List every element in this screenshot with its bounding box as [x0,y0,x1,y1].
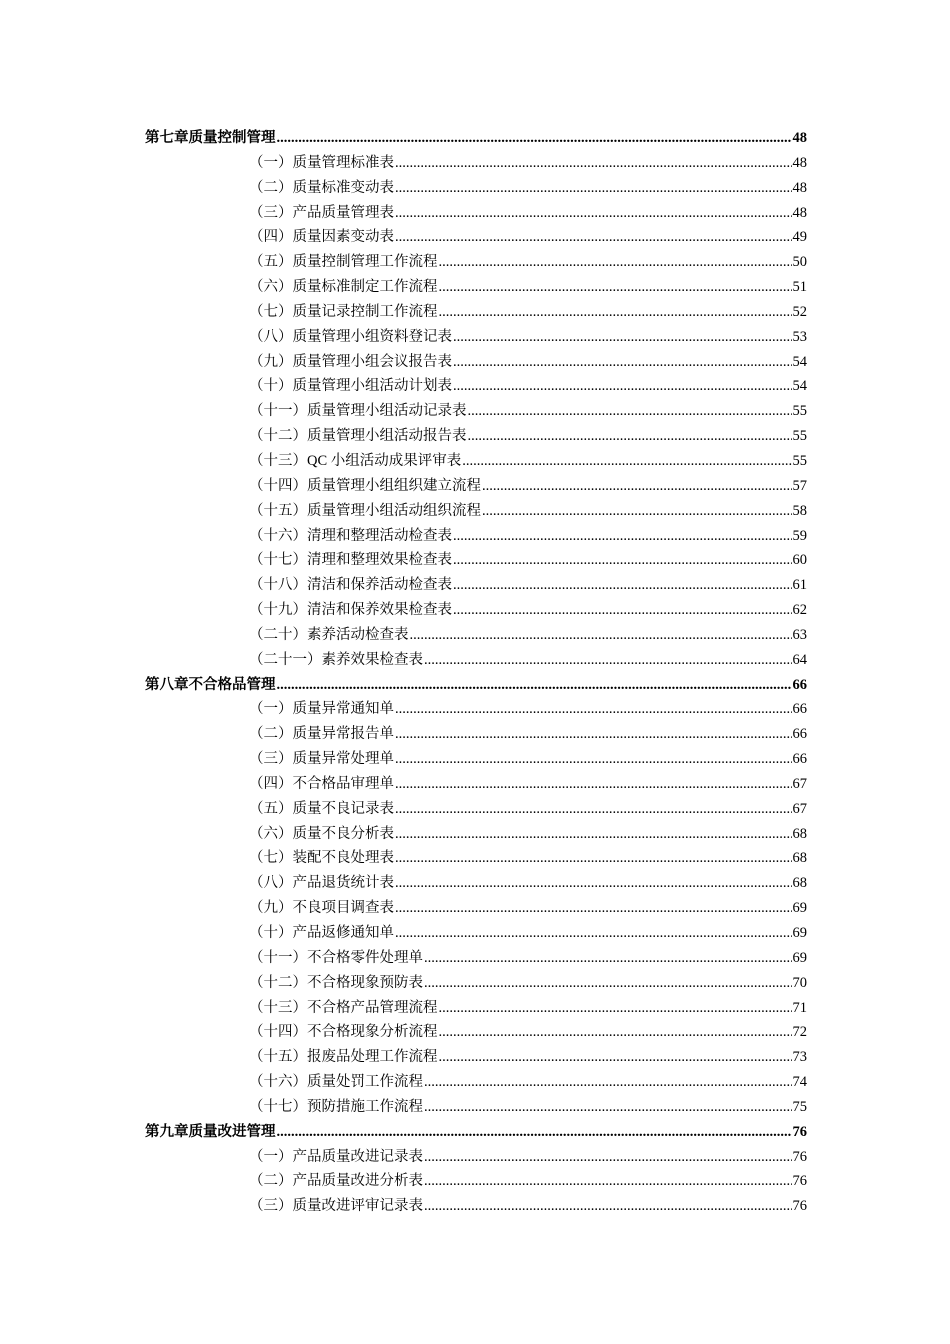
item-title: （十六）质量处罚工作流程 [249,1074,423,1091]
dot-leader [439,300,792,325]
dot-leader [424,1070,792,1095]
toc-item-entry[interactable] [145,772,807,797]
table-of-contents [145,126,807,1219]
page-number: 57 [792,477,807,494]
page-number: 66 [792,726,807,743]
item-title: （十二）不合格现象预防表 [249,974,423,991]
toc-item-entry[interactable] [145,1045,807,1070]
item-title: （十六）清理和整理活动检查表 [249,527,452,544]
toc-item-entry[interactable] [145,797,807,822]
page-number: 71 [792,999,807,1016]
dot-leader [424,946,792,971]
dot-leader [277,126,792,151]
dot-leader [395,176,792,201]
dot-leader [395,797,792,822]
item-title: （一）质量管理标准表 [249,154,394,171]
item-title: （十九）清洁和保养效果检查表 [249,602,452,619]
dot-leader [453,325,792,350]
page-number: 48 [792,179,807,196]
dot-leader [453,350,792,375]
dot-leader [453,374,792,399]
page-number: 55 [792,403,807,420]
item-title: （二）质量异常报告单 [249,726,394,743]
toc-item-entry[interactable] [145,524,807,549]
item-title: （一）质量异常通知单 [249,701,394,718]
dot-leader [439,250,792,275]
dot-leader [395,747,792,772]
item-title: （十五）质量管理小组活动组织流程 [249,502,481,519]
toc-item-entry[interactable] [145,1145,807,1170]
toc-item-entry[interactable] [145,971,807,996]
page-number: 54 [792,353,807,370]
toc-item-entry[interactable] [145,201,807,226]
page-number: 49 [792,229,807,246]
page-number: 61 [792,577,807,594]
item-title: （四）质量因素变动表 [249,229,394,246]
page-number: 64 [792,651,807,668]
toc-item-entry[interactable] [145,548,807,573]
dot-leader [395,871,792,896]
dot-leader [439,275,792,300]
toc-item-entry[interactable] [145,300,807,325]
page-number: 48 [792,130,807,146]
dot-leader [439,1020,792,1045]
page-number: 67 [792,800,807,817]
item-title: （五）质量不良记录表 [249,800,394,817]
toc-item-entry[interactable] [145,598,807,623]
item-title: （十一）质量管理小组活动记录表 [249,403,467,420]
dot-leader [395,921,792,946]
dot-leader [395,225,792,250]
toc-item-entry[interactable] [145,871,807,896]
item-title: （八）质量管理小组资料登记表 [249,328,452,345]
dot-leader [424,1194,792,1219]
item-title: （六）质量不良分析表 [249,825,394,842]
dot-leader [439,1045,792,1070]
page-number: 68 [792,875,807,892]
toc-item-entry[interactable] [145,350,807,375]
page-number: 62 [792,602,807,619]
page-number: 66 [792,701,807,718]
item-title: （十七）预防措施工作流程 [249,1098,423,1115]
page-number: 75 [792,1098,807,1115]
page-number: 60 [792,552,807,569]
dot-leader [277,673,792,698]
item-title: （十七）清理和整理效果检查表 [249,552,452,569]
toc-item-entry[interactable] [145,449,807,474]
toc-item-entry[interactable] [145,250,807,275]
item-title: （十三）不合格产品管理流程 [249,999,438,1016]
dot-leader [424,971,792,996]
item-title: （九）质量管理小组会议报告表 [249,353,452,370]
toc-item-entry[interactable] [145,1169,807,1194]
item-title: （七）装配不良处理表 [249,850,394,867]
toc-item-entry[interactable] [145,499,807,524]
dot-leader [395,722,792,747]
dot-leader [482,474,792,499]
toc-item-entry[interactable] [145,697,807,722]
page-number: 59 [792,527,807,544]
item-title: （十四）质量管理小组组织建立流程 [249,477,481,494]
toc-item-entry[interactable] [145,151,807,176]
page-number: 50 [792,254,807,271]
toc-item-entry[interactable] [145,822,807,847]
page-number: 66 [792,676,807,693]
page-number: 73 [792,1049,807,1066]
item-title: （十八）清洁和保养活动检查表 [249,577,452,594]
page-number: 51 [792,279,807,296]
item-title: （五）质量控制管理工作流程 [249,254,438,271]
dot-leader [395,201,792,226]
chapter-title: 质量控制管理 [188,130,276,146]
toc-item-entry[interactable] [145,1070,807,1095]
item-title: （十二）质量管理小组活动报告表 [249,428,467,445]
dot-leader [462,449,791,474]
toc-item-entry[interactable] [145,374,807,399]
toc-item-entry[interactable] [145,225,807,250]
dot-leader [277,1120,792,1145]
toc-item-entry[interactable] [145,573,807,598]
toc-chapter-entry[interactable] [145,126,807,151]
dot-leader [482,499,792,524]
page-number: 55 [792,428,807,445]
page-number: 76 [792,1173,807,1190]
page-number: 48 [792,204,807,221]
item-title: （十）产品返修通知单 [249,925,394,941]
dot-leader [410,623,792,648]
toc-item-entry[interactable] [145,846,807,871]
page-number: 76 [792,1123,807,1140]
toc-item-entry[interactable] [145,946,807,971]
item-title: （二）产品质量改进分析表 [249,1173,423,1190]
dot-leader [439,996,792,1021]
item-title: （三）产品质量管理表 [249,204,394,221]
item-title: （九）不良项目调查表 [249,900,394,917]
item-title: （八）产品退货统计表 [249,875,394,892]
page-number: 52 [792,303,807,320]
item-title: （二十一）素养效果检查表 [249,651,423,668]
page-number: 66 [792,751,807,768]
dot-leader [468,424,792,449]
toc-item-entry[interactable] [145,424,807,449]
dot-leader [395,822,792,847]
page-number: 72 [792,1024,807,1041]
dot-leader [395,151,792,176]
toc-chapter-entry[interactable] [145,1120,807,1145]
item-title: （十）质量管理小组活动计划表 [249,378,452,395]
item-title: （三）质量异常处理单 [249,751,394,768]
toc-item-entry[interactable] [145,474,807,499]
chapter-number: 第九章 [145,1123,189,1140]
page-number: 76 [792,1148,807,1165]
item-title: （十四）不合格现象分析流程 [249,1024,438,1041]
chapter-title: 不合格品管理 [188,676,276,693]
toc-item-entry[interactable] [145,399,807,424]
item-title: （二）质量标准变动表 [249,179,394,196]
toc-item-entry[interactable] [145,623,807,648]
page-number: 55 [792,452,807,469]
toc-item-entry[interactable] [145,275,807,300]
dot-leader [468,399,792,424]
item-title: （四）不合格品审理单 [249,775,394,792]
item-title: （一）产品质量改进记录表 [249,1148,423,1165]
toc-item-entry[interactable] [145,1095,807,1120]
page-number: 53 [792,328,807,345]
dot-leader [424,1095,792,1120]
item-title: （十五）报废品处理工作流程 [249,1049,438,1066]
toc-item-entry[interactable] [145,176,807,201]
toc-chapter-entry[interactable] [145,673,807,698]
page-number: 69 [792,900,807,917]
toc-item-entry[interactable] [145,921,807,946]
page-number: 63 [792,626,807,643]
toc-item-entry[interactable] [145,1020,807,1045]
item-title: （六）质量标准制定工作流程 [249,279,438,296]
item-title: （七）质量记录控制工作流程 [249,303,438,320]
toc-item-entry[interactable] [145,747,807,772]
toc-item-entry[interactable] [145,325,807,350]
toc-item-entry[interactable] [145,1194,807,1219]
toc-item-entry[interactable] [145,722,807,747]
page-number: 54 [792,378,807,395]
chapter-number: 第七章 [145,130,189,146]
page-number: 58 [792,502,807,519]
item-title: （二十）素养活动检查表 [249,626,409,643]
toc-item-entry[interactable] [145,648,807,673]
dot-leader [453,573,792,598]
dot-leader [424,1169,792,1194]
item-title: （三）质量改进评审记录表 [249,1198,423,1215]
dot-leader [453,548,792,573]
page-number: 74 [792,1074,807,1091]
page-number: 70 [792,974,807,991]
toc-item-entry[interactable] [145,896,807,921]
item-title: （十一）不合格零件处理单 [249,949,423,966]
dot-leader [424,648,792,673]
chapter-title: 质量改进管理 [188,1123,276,1140]
page-number: 68 [792,850,807,867]
page-number: 76 [792,1198,807,1215]
dot-leader [395,772,792,797]
page-number: 48 [792,154,807,171]
dot-leader [395,846,792,871]
page-number: 69 [792,925,807,941]
toc-item-entry[interactable] [145,996,807,1021]
chapter-number: 第八章 [145,676,189,693]
item-title: （十三）QC 小组活动成果评审表 [249,452,462,469]
dot-leader [395,697,792,722]
dot-leader [453,524,792,549]
page-number: 67 [792,775,807,792]
dot-leader [395,896,792,921]
dot-leader [424,1145,792,1170]
page-number: 68 [792,825,807,842]
dot-leader [453,598,792,623]
page-number: 69 [792,949,807,966]
